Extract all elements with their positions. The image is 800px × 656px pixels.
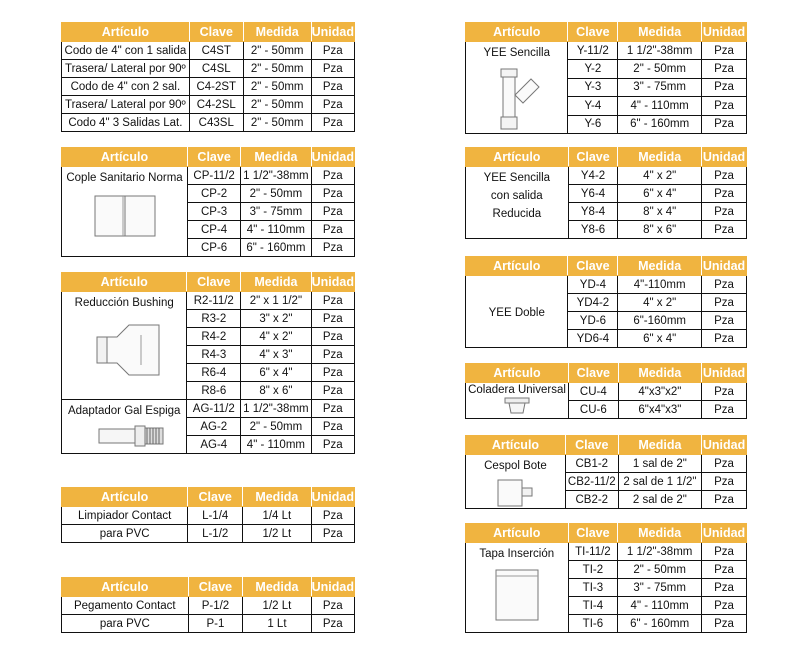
unidad-cell: Pza [702,167,747,185]
articulo-cell [466,543,569,633]
unidad-cell: Pza [702,203,747,221]
table-row [466,167,747,185]
header-row [466,524,747,543]
header-medida: Medida [243,578,311,597]
unidad-cell: Pza [311,239,354,257]
unidad-cell: Pza [702,276,747,294]
header-articulo: Artículo [62,23,190,42]
header-row [62,488,355,507]
clave-cell: C4-2SL [189,96,243,114]
medida-cell: 6" x 4" [241,364,311,382]
header-articulo: Artículo [466,23,568,42]
unidad-cell: Pza [311,203,354,221]
medida-cell: 4" - 110mm [618,97,702,115]
unidad-cell: Pza [311,525,354,543]
header-row [466,364,747,383]
medida-cell: 1 1/2"-38mm [241,167,311,185]
table-row [62,42,355,60]
header-unidad: Unidad [311,273,354,292]
medida-cell: 4" x 2" [241,328,311,346]
medida-cell: 2" - 50mm [618,561,702,579]
articulo-cell: YEE Doble [466,276,568,348]
clave-cell: Y8-4 [568,203,618,221]
unidad-cell: Pza [702,473,747,491]
medida-cell: 6"-160mm [618,312,702,330]
unidad-cell: Pza [311,221,354,239]
medida-cell: 8" x 4" [618,203,702,221]
clave-cell: CP-6 [188,239,241,257]
articulo-cell [62,400,187,454]
medida-cell: 2" - 50mm [241,418,311,436]
tapa-insercion-icon [482,566,552,624]
clave-cell: AG-4 [187,436,241,454]
articulo-cell [62,292,187,400]
clave-cell: CP-4 [188,221,241,239]
header-clave: Clave [568,23,618,42]
table-row [62,60,355,78]
medida-cell: 4" x 3" [241,346,311,364]
medida-cell: 2" - 50mm [243,96,311,114]
medida-cell: 2" - 50mm [618,60,702,78]
medida-cell: 2 sal de 1 1/2" [618,473,701,491]
unidad-cell: Pza [311,60,354,78]
table-row [62,400,355,418]
clave-cell: Y-3 [568,78,618,96]
articulo-label: Tapa Inserción [479,548,555,560]
unidad-cell: Pza [311,597,354,615]
articulo-cell: Codo 4" 3 Salidas Lat. [62,114,190,132]
medida-cell: 1/2 Lt [243,525,312,543]
clave-cell: Y6-4 [568,185,618,203]
table-row [466,543,747,561]
articulo-cell [466,167,569,239]
medida-cell: 6" x 4" [618,330,702,348]
header-medida: Medida [243,488,312,507]
unidad-cell: Pza [311,167,354,185]
articulo-cell [62,167,188,257]
unidad-cell: Pza [311,400,354,418]
header-medida: Medida [618,364,701,383]
medida-cell: 1 1/2"-38mm [618,42,702,60]
medida-cell: 6"x4"x3" [618,401,701,419]
medida-cell: 4"x3"x2" [618,383,701,401]
header-medida: Medida [241,273,311,292]
clave-cell: C4-2ST [189,78,243,96]
unidad-cell: Pza [311,364,354,382]
articulo-cell: Trasera/ Lateral por 90º [62,60,190,78]
medida-cell: 2 sal de 2" [618,491,701,509]
clave-cell: Y-6 [568,115,618,133]
unidad-cell: Pza [311,418,354,436]
pegamento-table [61,577,355,633]
clave-cell: Y-4 [568,97,618,115]
medida-cell: 6" - 160mm [618,615,702,633]
articulo-label: con salida [490,190,543,202]
unidad-cell: Pza [702,383,747,401]
header-row [466,148,747,167]
header-unidad: Unidad [702,436,747,455]
clave-cell: TI-3 [568,579,618,597]
header-unidad: Unidad [702,257,747,276]
yee-reducida-table [465,147,747,239]
unidad-cell: Pza [311,507,354,525]
header-unidad: Unidad [702,23,747,42]
medida-cell: 2" x 1 1/2" [241,292,311,310]
header-clave: Clave [188,148,241,167]
medida-cell: 8" x 6" [241,382,311,400]
articulo-cell: Pegamento Contact [62,597,189,615]
unidad-cell: Pza [702,42,747,60]
articulo-label: YEE Sencilla [483,172,551,184]
header-row [466,23,747,42]
header-articulo: Artículo [466,364,569,383]
medida-cell: 3" - 75mm [618,579,702,597]
clave-cell: L-1/2 [188,525,243,543]
header-medida: Medida [618,148,702,167]
articulo-cell [466,42,568,134]
medida-cell: 1/2 Lt [243,597,311,615]
table-row [62,597,355,615]
table-row [62,292,355,310]
header-medida: Medida [618,524,702,543]
unidad-cell: Pza [311,292,354,310]
clave-cell: YD-4 [568,276,618,294]
articulo-label: Reducción Bushing [74,297,174,309]
table-row [62,78,355,96]
articulo-label: Adaptador Gal Espiga [67,405,181,417]
table-row [62,525,355,543]
yee-sencilla-icon [487,65,547,133]
header-articulo: Artículo [466,524,569,543]
clave-cell: TI-2 [568,561,618,579]
articulo-label: YEE Sencilla [483,47,550,59]
clave-cell: Y8-6 [568,221,618,239]
header-clave: Clave [188,488,243,507]
header-clave: Clave [568,524,618,543]
unidad-cell: Pza [702,185,747,203]
table-row [466,383,747,401]
clave-cell: CU-6 [568,401,618,419]
unidad-cell: Pza [702,455,747,473]
header-articulo: Artículo [62,578,189,597]
articulo-label: Cople Sanitario Norma [66,172,183,184]
articulo-cell: Limpiador Contact [62,507,188,525]
header-medida: Medida [618,257,702,276]
medida-cell: 1 Lt [243,615,311,633]
header-medida: Medida [618,436,701,455]
header-unidad: Unidad [311,23,354,42]
unidad-cell: Pza [311,346,354,364]
header-unidad: Unidad [702,148,747,167]
header-medida: Medida [241,148,311,167]
header-medida: Medida [243,23,311,42]
coladera-table [465,363,747,419]
articulo-cell: Codo de 4" con 1 salida [62,42,190,60]
medida-cell: 2" - 50mm [241,185,311,203]
articulo-label: Coladera Universal [468,384,566,396]
header-articulo: Artículo [62,148,188,167]
header-clave: Clave [568,257,618,276]
medida-cell: 1 1/2"-38mm [618,543,702,561]
medida-cell: 4" - 110mm [241,221,311,239]
unidad-cell: Pza [311,310,354,328]
unidad-cell: Pza [702,115,747,133]
unidad-cell: Pza [702,294,747,312]
unidad-cell: Pza [311,615,354,633]
clave-cell: C4SL [189,60,243,78]
clave-cell: CP-2 [188,185,241,203]
clave-cell: CP-3 [188,203,241,221]
medida-cell: 2" - 50mm [243,78,311,96]
articulo-cell: para PVC [62,525,188,543]
cople-table [61,147,355,257]
medida-cell: 3" x 2" [241,310,311,328]
articulo-label: Cespol Bote [484,460,547,472]
coladera-icon [497,397,537,415]
tapa-insercion-table [465,523,747,633]
articulo-cell: Trasera/ Lateral por 90º [62,96,190,114]
unidad-cell: Pza [311,382,354,400]
table-row [62,114,355,132]
header-medida: Medida [618,23,702,42]
unidad-cell: Pza [702,97,747,115]
codos-table [61,22,355,132]
cespol-table [465,435,747,509]
medida-cell: 6" - 160mm [618,115,702,133]
medida-cell: 8" x 6" [618,221,702,239]
unidad-cell: Pza [311,328,354,346]
header-articulo: Artículo [466,148,569,167]
header-unidad: Unidad [311,578,354,597]
clave-cell: R3-2 [187,310,241,328]
unidad-cell: Pza [702,401,747,419]
unidad-cell: Pza [702,221,747,239]
clave-cell: CB2-2 [565,491,618,509]
reduccion-bushing-icon [79,315,169,381]
clave-cell: P-1/2 [188,597,243,615]
clave-cell: R6-4 [187,364,241,382]
unidad-cell: Pza [702,597,747,615]
medida-cell: 6" x 4" [618,185,702,203]
clave-cell: R2-11/2 [187,292,241,310]
medida-cell: 2" - 50mm [243,60,311,78]
header-unidad: Unidad [311,488,354,507]
reduccion-table [61,272,355,454]
clave-cell: CU-4 [568,383,618,401]
unidad-cell: Pza [311,96,354,114]
unidad-cell: Pza [702,615,747,633]
table-row [466,42,747,60]
unidad-cell: Pza [702,543,747,561]
cespol-bote-icon [490,478,540,508]
header-clave: Clave [188,578,243,597]
adaptador-espiga-icon [79,423,169,449]
clave-cell: P-1 [188,615,243,633]
header-row [62,578,355,597]
header-unidad: Unidad [311,148,354,167]
articulo-cell [466,383,569,419]
limpiador-table [61,487,355,543]
unidad-cell: Pza [311,436,354,454]
clave-cell: YD4-2 [568,294,618,312]
cople-icon [93,190,157,240]
articulo-label: Reducida [492,208,542,220]
table-row [62,96,355,114]
yee-doble-table [465,256,747,348]
medida-cell: 4" - 110mm [618,597,702,615]
unidad-cell: Pza [311,185,354,203]
unidad-cell: Pza [702,491,747,509]
header-articulo: Artículo [62,273,187,292]
unidad-cell: Pza [311,114,354,132]
unidad-cell: Pza [702,78,747,96]
medida-cell: 1/4 Lt [243,507,312,525]
header-articulo: Artículo [62,488,188,507]
header-row [466,436,747,455]
header-articulo: Artículo [466,436,566,455]
medida-cell: 6" - 160mm [241,239,311,257]
clave-cell: TI-6 [568,615,618,633]
table-row [62,615,355,633]
clave-cell: C4ST [189,42,243,60]
articulo-cell: para PVC [62,615,189,633]
medida-cell: 2" - 50mm [243,42,311,60]
medida-cell: 4" x 2" [618,294,702,312]
table-row [466,455,747,473]
medida-cell: 3" - 75mm [241,203,311,221]
clave-cell: R8-6 [187,382,241,400]
yee-sencilla-table [465,22,747,134]
medida-cell: 4" - 110mm [241,436,311,454]
header-clave: Clave [189,23,243,42]
unidad-cell: Pza [311,42,354,60]
clave-cell: L-1/4 [188,507,243,525]
clave-cell: TI-4 [568,597,618,615]
header-unidad: Unidad [702,524,747,543]
header-clave: Clave [565,436,618,455]
unidad-cell: Pza [702,579,747,597]
clave-cell: CB1-2 [565,455,618,473]
clave-cell: TI-11/2 [568,543,618,561]
header-unidad: Unidad [702,364,747,383]
clave-cell: AG-11/2 [187,400,241,418]
clave-cell: AG-2 [187,418,241,436]
table-row [62,167,355,185]
table-row [62,507,355,525]
header-row [62,273,355,292]
clave-cell: R4-2 [187,328,241,346]
clave-cell: Y-2 [568,60,618,78]
clave-cell: Y-11/2 [568,42,618,60]
clave-cell: R4-3 [187,346,241,364]
clave-cell: CB2-11/2 [565,473,618,491]
medida-cell: 4"-110mm [618,276,702,294]
clave-cell: YD-6 [568,312,618,330]
header-row [466,257,747,276]
header-row [62,23,355,42]
header-articulo: Artículo [466,257,568,276]
medida-cell: 2" - 50mm [243,114,311,132]
medida-cell: 3" - 75mm [618,78,702,96]
header-clave: Clave [568,364,618,383]
articulo-cell [466,455,566,509]
medida-cell: 1 sal de 2" [618,455,701,473]
unidad-cell: Pza [702,312,747,330]
clave-cell: C43SL [189,114,243,132]
unidad-cell: Pza [702,60,747,78]
medida-cell: 1 1/2"-38mm [241,400,311,418]
clave-cell: YD6-4 [568,330,618,348]
unidad-cell: Pza [702,561,747,579]
clave-cell: Y4-2 [568,167,618,185]
unidad-cell: Pza [311,78,354,96]
unidad-cell: Pza [702,330,747,348]
header-row [62,148,355,167]
articulo-cell: Codo de 4" con 2 sal. [62,78,190,96]
table-row [466,276,747,294]
clave-cell: CP-11/2 [188,167,241,185]
medida-cell: 4" x 2" [618,167,702,185]
header-clave: Clave [187,273,241,292]
header-clave: Clave [568,148,618,167]
